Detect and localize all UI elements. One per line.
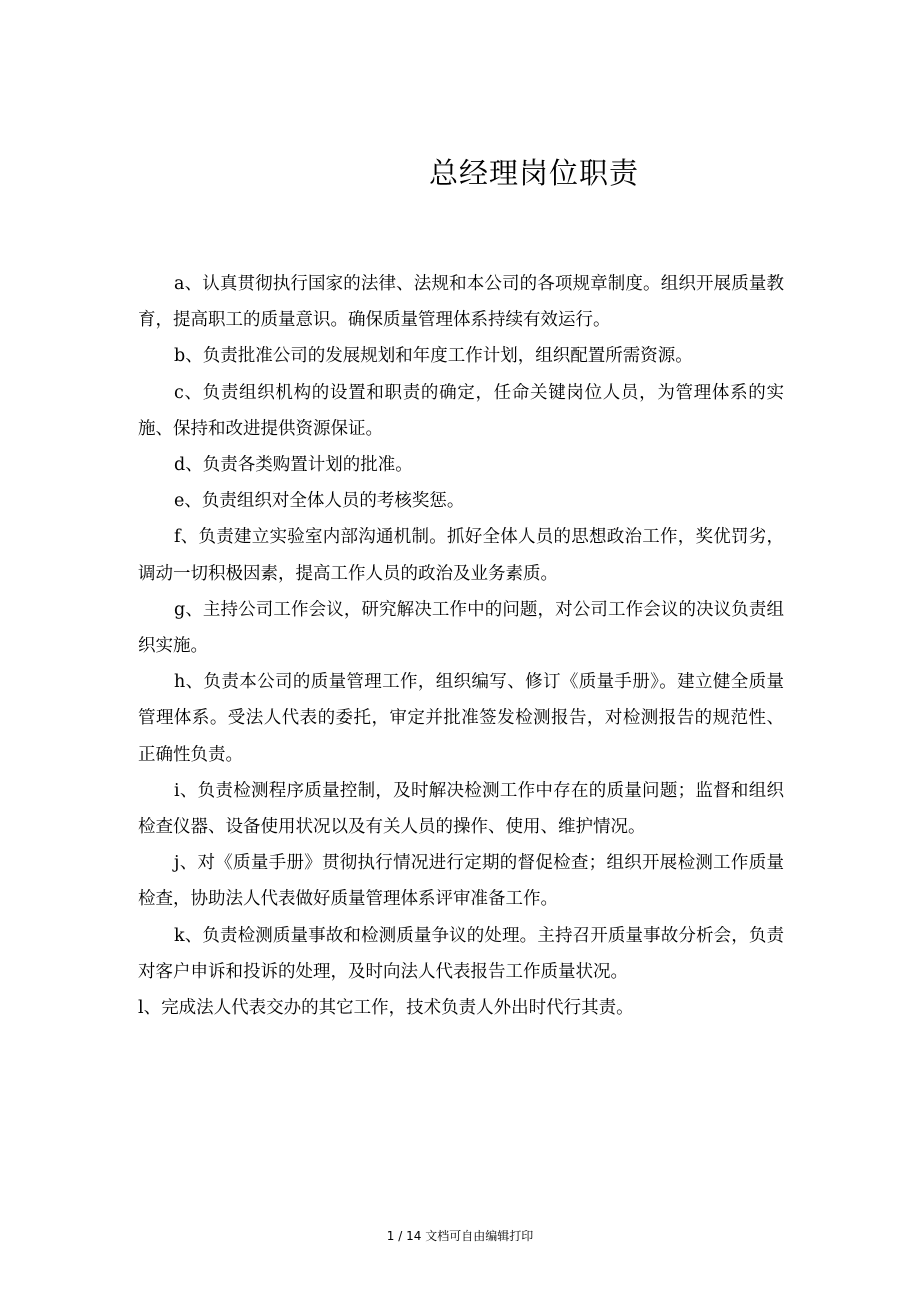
duty-paragraph-b: b、负责批准公司的发展规划和年度工作计划，组织配置所需资源。 [174, 346, 693, 367]
duty-paragraph-d: d、负责各类购置计划的批准。 [174, 455, 413, 476]
duty-paragraph-i: i、负责检测程序质量控制，及时解决检测工作中存在的质量问题；监督和组织检查仪器、设备使用状况以及有关人员的操作、使用、维护情况。 [138, 780, 784, 838]
duty-paragraph-f: f、负责建立实验室内部沟通机制。抓好全体人员的思想政治工作，奖优罚劣，调动一切积极因素，提高工作人员的政治及业务素质。 [138, 527, 784, 584]
duty-paragraph-h: h、负责本公司的质量管理工作，组织编写、修订《质量手册》。建立健全质量管理体系。受法人代表的委托，审定并批准签发检测报告，对检测报告的规范性、正确性负责。 [138, 672, 784, 765]
duty-paragraph-l: l、完成法人代表交办的其它工作，技术负责人外出时代行其责。 [138, 998, 634, 1019]
duty-paragraph-j: j、对《质量手册》贯彻执行情况进行定期的督促检查；组织开展检测工作质量检查，协助法人代表做好质量管理体系评审准备工作。 [138, 853, 784, 910]
page-footer: 1 / 14 文档可自由编辑打印 [386, 1229, 534, 1243]
duty-paragraph-g: g、主持公司工作会议，研究解决工作中的问题，对公司工作会议的决议负责组织实施。 [138, 599, 784, 657]
duty-paragraph-e: e、负责组织对全体人员的考核奖惩。 [174, 491, 465, 512]
document-body [138, 266, 784, 1026]
duty-paragraph-c: c、负责组织机构的设置和职责的确定，任命关键岗位人员，为管理体系的实施、保持和改进提供资源保证。 [138, 382, 784, 439]
duty-paragraph-k: k、负责检测质量事故和检测质量争议的处理。主持召开质量事故分析会，负责对客户申诉和投诉的处理，及时向法人代表报告工作质量状况。 [138, 925, 784, 982]
duty-paragraph-a: a、认真贯彻执行国家的法律、法规和本公司的各项规章制度。组织开展质量教育，提高职工的质量意识。确保质量管理体系持续有效运行。 [138, 274, 784, 331]
page-title: 总经理岗位职责 [429, 156, 640, 190]
